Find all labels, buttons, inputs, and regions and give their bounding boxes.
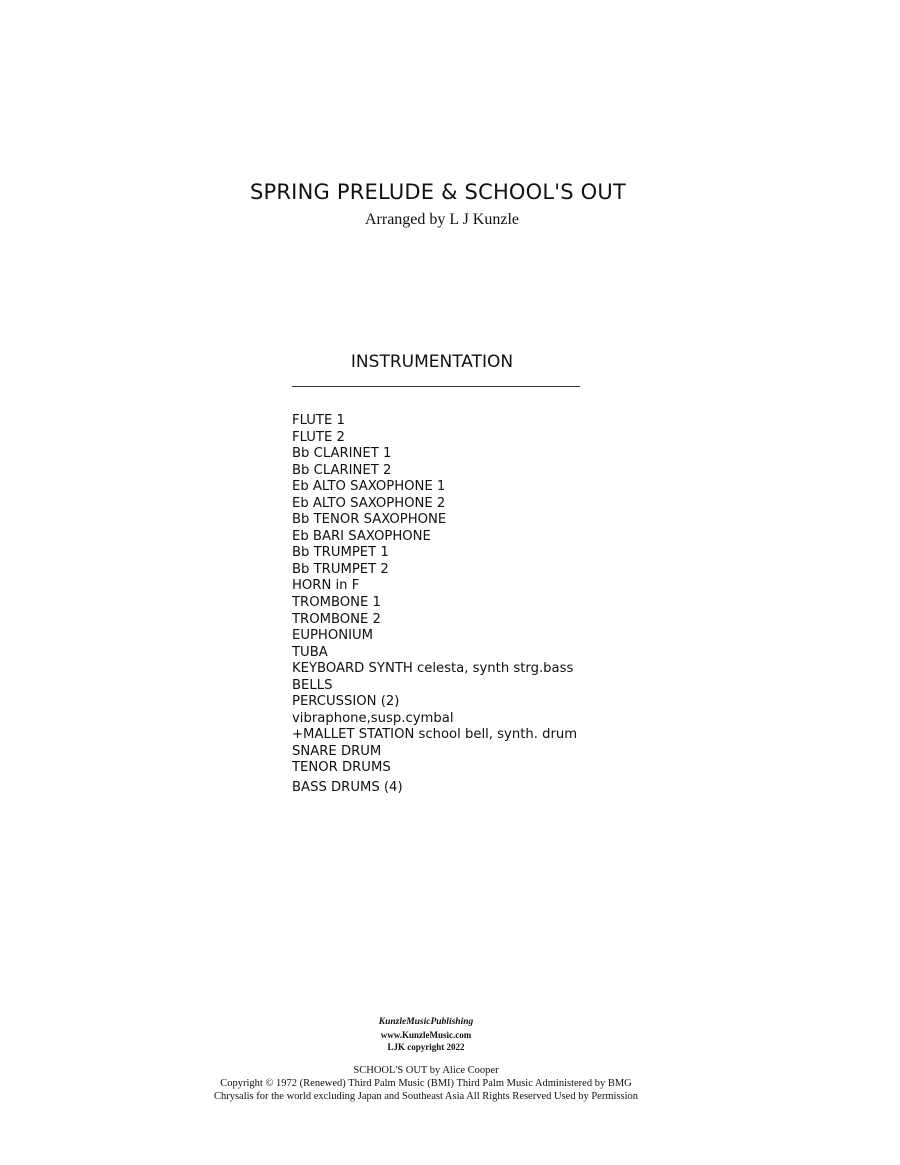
instrument-item: PERCUSSION (2): [292, 694, 400, 710]
arranger-credit: Arranged by L J Kunzle: [364, 211, 520, 228]
instrument-item: KEYBOARD SYNTH celesta, synth strg.bass: [292, 661, 574, 677]
instrumentation-heading: INSTRUMENTATION: [350, 352, 514, 372]
instrument-item: Eb ALTO SAXOPHONE 2: [292, 495, 446, 511]
credit-line: Copyright © 1972 (Renewed) Third Palm Music (BMI) Third Palm Music Administered by BMG: [220, 1078, 632, 1089]
instrument-item: TROMBONE 2: [292, 611, 381, 627]
publisher-website: www.KunzleMusic.com: [380, 1030, 472, 1040]
arranger-copyright: LJK copyright 2022: [387, 1042, 465, 1052]
instrument-item: vibraphone,susp.cymbal: [292, 710, 454, 726]
instrument-item: Bb TENOR SAXOPHONE: [292, 512, 447, 528]
publisher-logo-text: KunzleMusicPublishing: [378, 1017, 474, 1027]
instrument-item: EUPHONIUM: [292, 628, 374, 644]
instrument-item: Eb BARI SAXOPHONE: [292, 528, 431, 544]
instrument-item: FLUTE 1: [292, 413, 345, 428]
instrument-item: BELLS: [292, 677, 333, 693]
instrument-item: Bb CLARINET 1: [292, 446, 392, 462]
instrument-item: TENOR DRUMS: [292, 760, 391, 776]
instrument-item: +MALLET STATION school bell, synth. drum: [292, 727, 578, 743]
instrument-item: SNARE DRUM: [292, 743, 382, 759]
instrument-item: FLUTE 2: [292, 429, 345, 445]
instrument-item: TROMBONE 1: [292, 595, 381, 611]
credit-line: SCHOOL'S OUT by Alice Cooper: [353, 1065, 499, 1076]
copyright-notice: [0, 1064, 852, 1103]
instrument-list: [292, 413, 577, 797]
instrument-item: Bb TRUMPET 2: [292, 561, 389, 577]
instrument-item: Eb ALTO SAXOPHONE 1: [292, 479, 446, 495]
credit-line: Chrysalis for the world excluding Japan and Southeast Asia All Rights Reserved Used by Permission: [213, 1091, 639, 1102]
instrument-item: BASS DRUMS (4): [292, 780, 403, 796]
instrument-item: HORN in F: [292, 578, 360, 594]
instrument-item: Bb TRUMPET 1: [292, 545, 389, 561]
page-title: SPRING PRELUDE & SCHOOL'S OUT: [250, 180, 626, 204]
heading-underline: [292, 386, 580, 387]
instrument-item: TUBA: [292, 644, 328, 660]
instrument-item: Bb CLARINET 2: [292, 462, 392, 478]
